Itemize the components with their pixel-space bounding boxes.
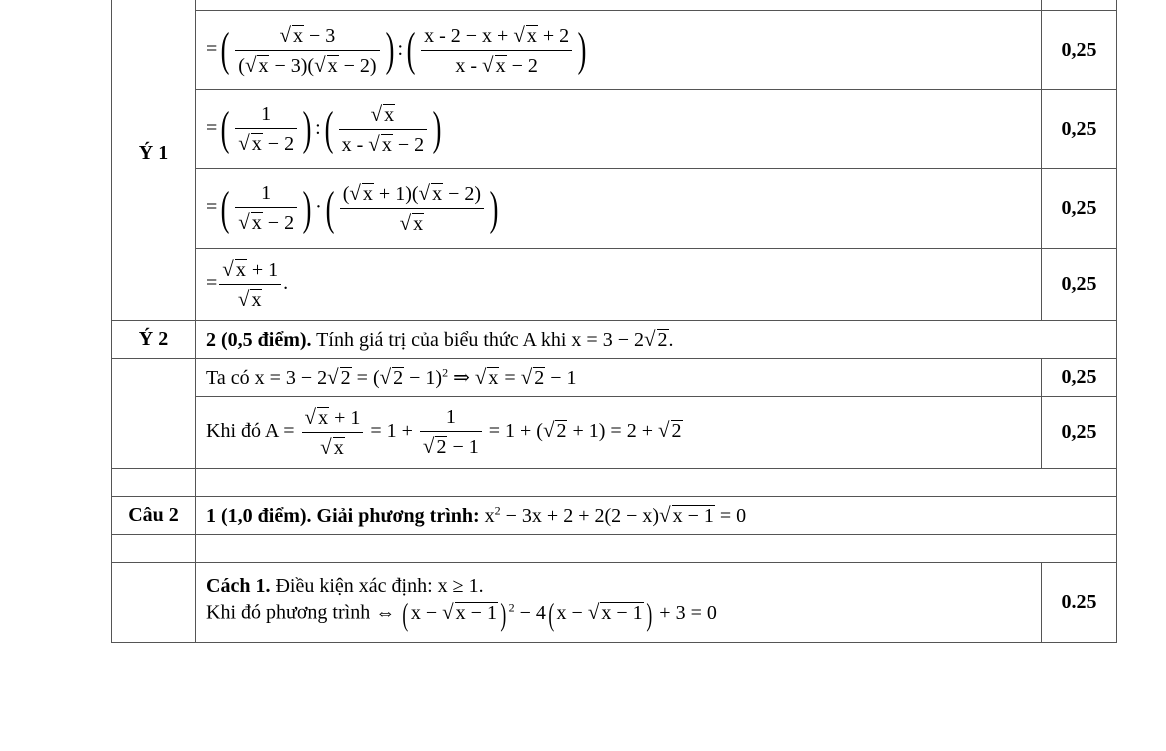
y1-step-2: =( $\frac{1}{√ x - 2}$ ) :( $\frac{√ x}{x - √ x - 2}$ ) [196,90,1042,169]
cach1-line2-text: Khi đó phương trình [206,601,376,624]
cau2-cach1 [196,563,1042,643]
solution-table [111,0,1117,643]
score-cell: 0.25 [1042,563,1117,643]
table-row [112,11,1117,90]
score-cell: 0,25 [1042,11,1117,90]
table-row [112,321,1117,359]
table-row [112,469,1117,497]
y1-step-3: =( $\frac{1}{√ x - 2}$ ) ·( $\frac{(√ x + 1)(√ x - 2)}{√ x}$ ) [196,169,1042,249]
cau2-title: 1 (1,0 điểm). Giải phương trình: $x^2 - 3x + 2 + 2(2 - x)√$ x − 1 = 0 [196,497,1117,535]
table-row [112,0,1117,11]
y1-step-1: =( $\frac{√ x - 3}{(√ x - 3)(√ x - 2)}$ ) :( $\frac{x - 2 - x + √ x + 2}{x - √ x - 2}$ ) [196,11,1042,90]
y1-step-4: = $\frac{√ x + 1}{√ x}$ . [196,249,1042,321]
table-row [112,563,1117,643]
score-cell: 0,25 [1042,397,1117,469]
y2-label-cell [112,321,196,359]
empty-row [196,469,1117,497]
empty-row [196,535,1117,563]
cach1-bold: Cách 1. [206,575,271,597]
cau2-label: Câu 2 [128,504,179,526]
y2-title-text: Tính giá trị của biểu thức A khi [311,329,572,351]
table-row [112,90,1117,169]
cach1-line-2: Khi đó phương trình ⇔ ( x − √ x − 1 ) $^2$ − 4( x − √ x − 1 ) + 3 = 0 [206,596,717,632]
y2-line-2: Khi đó A = $\frac{√ x + 1}{√ x}$ = 1 + $\frac{1}{√ 2 - 1}$ = 1 + (√ 2 + 1) = 2 + √ 2 [196,397,1042,469]
table-row [112,169,1117,249]
y2-line1-prefix: Ta có [206,367,255,389]
cach1-cond: x ≥ 1. [437,575,484,597]
cau2-title-bold: 1 (1,0 điểm). Giải phương trình: [206,505,480,527]
cau2-label-cell [112,497,196,535]
table-row [112,497,1117,535]
table-row [112,249,1117,321]
y2-title: 2 (0,5 điểm). Tính giá trị của biểu thức A khi x = 3 − 2√ 2. [196,321,1117,359]
table-row [112,359,1117,397]
y2-label: Ý 2 [138,328,169,350]
y1-label: Ý 1 [138,142,169,164]
cach1-text: Điều kiện xác định: [270,575,438,597]
score-cell: 0,25 [1042,90,1117,169]
score-cell: 0,25 [1042,249,1117,321]
cach1-line-1 [206,575,1031,598]
table-row [112,397,1117,469]
table-row [112,535,1117,563]
y2-line-1: Ta có x = 3 − 2√ 2 = (√ 2 − 1)$^2$ ⇒ √ x = √ 2 − 1 [196,359,1042,397]
score-cell: 0,25 [1042,169,1117,249]
y1-label-cell [112,0,196,321]
y2-title-bold: 2 (0,5 điểm). [206,329,312,351]
y2-line2-prefix: Khi đó [206,420,265,443]
cut-off-row [196,0,1042,11]
score-cell: 0,25 [1042,359,1117,397]
